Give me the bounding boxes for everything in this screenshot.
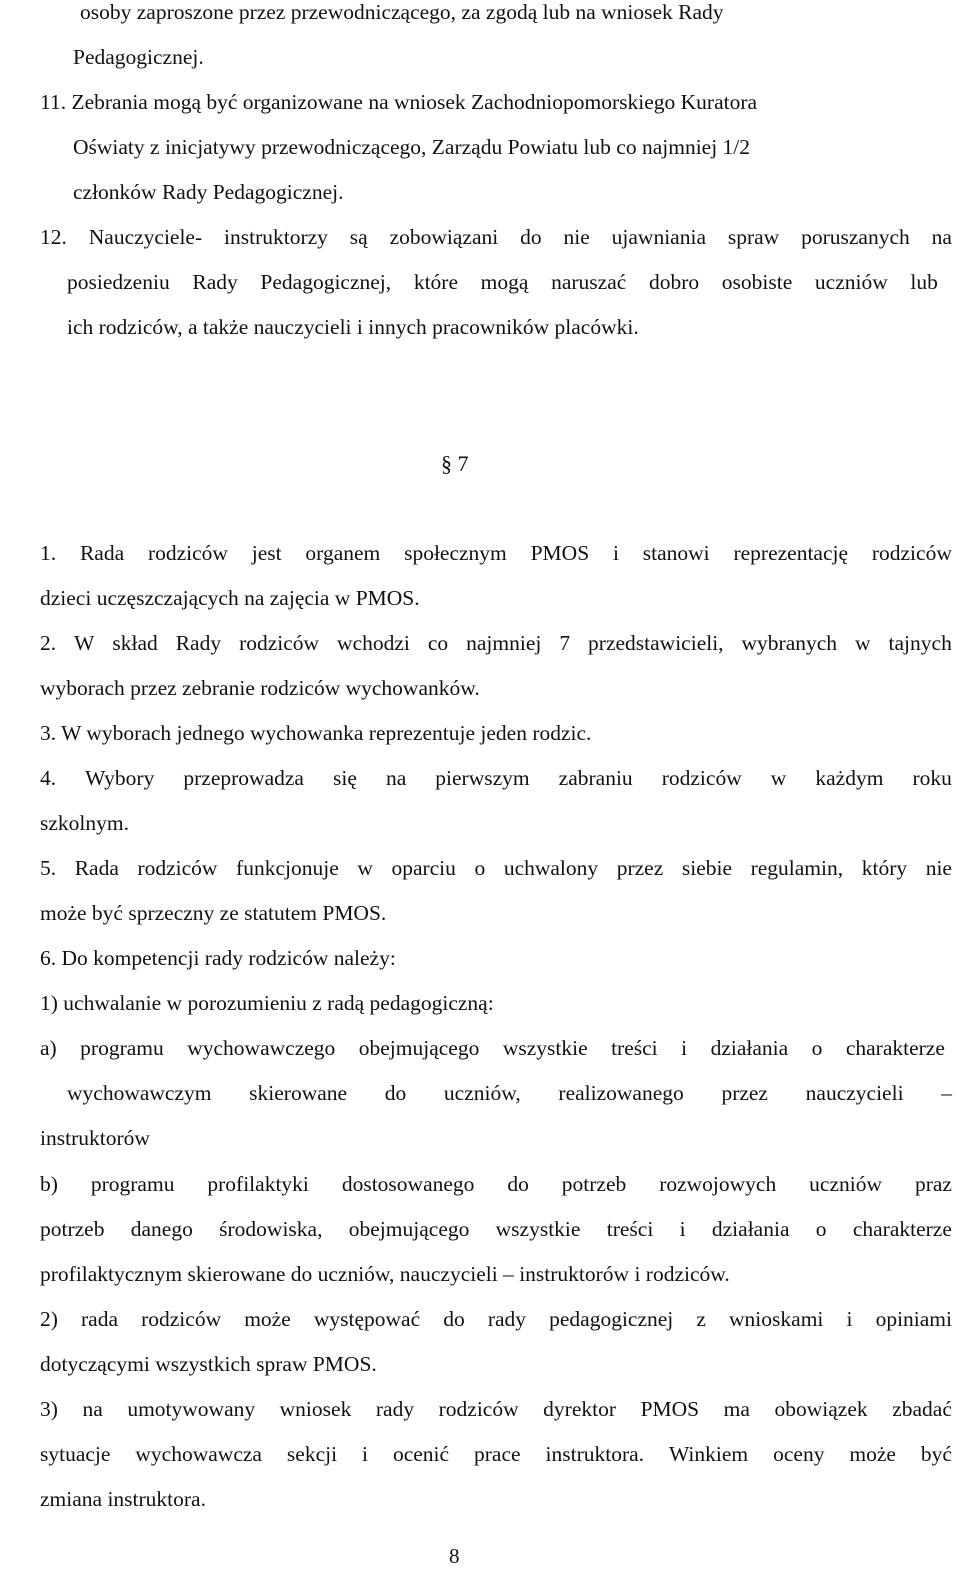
word: może bbox=[849, 1442, 896, 1466]
word: co bbox=[427, 631, 449, 655]
word: przez bbox=[721, 1081, 768, 1105]
word: dyrektor bbox=[543, 1397, 617, 1421]
text-line: 3. W wyborach jednego wychowanka reprezentuje jeden rodzic. bbox=[40, 721, 592, 745]
text-line bbox=[40, 1309, 952, 1331]
word: reprezentację bbox=[733, 541, 849, 565]
text-line bbox=[67, 1083, 952, 1105]
word: lub bbox=[910, 270, 938, 294]
word: przeprowadza bbox=[183, 766, 304, 790]
word: wszystkie bbox=[495, 1217, 581, 1241]
word: rady bbox=[487, 1307, 527, 1331]
word: stanowi bbox=[642, 541, 710, 565]
word: umotywowany bbox=[127, 1397, 256, 1421]
word: wszystkie bbox=[502, 1036, 588, 1060]
text-line: może być sprzeczny ze statutem PMOS. bbox=[40, 901, 387, 925]
word: b) bbox=[40, 1172, 58, 1196]
text-line: członków Rady Pedagogicznej. bbox=[73, 180, 344, 204]
text-line: dotyczącymi wszystkich spraw PMOS. bbox=[40, 1352, 377, 1376]
word: na bbox=[82, 1397, 103, 1421]
word: 2. bbox=[40, 631, 57, 655]
word: być bbox=[920, 1442, 952, 1466]
word: ocenić bbox=[392, 1442, 450, 1466]
word: wchodzi bbox=[337, 631, 410, 655]
word: o bbox=[811, 1036, 823, 1060]
word: 7 bbox=[559, 631, 571, 655]
word: na bbox=[385, 766, 407, 790]
word: wybranych bbox=[741, 631, 838, 655]
word: Rady bbox=[192, 270, 238, 294]
text-line: 1) uchwalanie w porozumieniu z radą pedagogiczną: bbox=[40, 991, 494, 1015]
word: treści bbox=[606, 1217, 654, 1241]
word: wychowawczym bbox=[67, 1081, 212, 1105]
word: i bbox=[612, 541, 619, 565]
word: występować bbox=[313, 1307, 421, 1331]
text-line bbox=[40, 633, 952, 655]
section-symbol: § bbox=[441, 451, 452, 476]
word: może bbox=[244, 1307, 291, 1331]
word: profilaktyki bbox=[207, 1172, 309, 1196]
word: funkcjonuje bbox=[236, 856, 339, 880]
word: do bbox=[384, 1081, 407, 1105]
word: środowiska, bbox=[219, 1217, 323, 1241]
text-line: ich rodziców, a także nauczycieli i innych pracowników placówki. bbox=[67, 315, 639, 339]
word: zobowiązani bbox=[389, 225, 499, 249]
word: mogą bbox=[480, 270, 529, 294]
text-line bbox=[40, 543, 952, 565]
word: roku bbox=[912, 766, 952, 790]
word: charakterze bbox=[845, 1036, 945, 1060]
text-line: dzieci uczęszczających na zajęcia w PMOS. bbox=[40, 586, 420, 610]
text-line: Pedagogicznej. bbox=[73, 45, 204, 69]
word: rodziców bbox=[438, 1397, 519, 1421]
word: posiedzeniu bbox=[67, 270, 170, 294]
word: na bbox=[931, 225, 952, 249]
word: są bbox=[349, 225, 368, 249]
word: do bbox=[520, 225, 542, 249]
word: oparciu bbox=[391, 856, 456, 880]
text-line bbox=[40, 1038, 945, 1060]
word: Rada bbox=[74, 856, 119, 880]
word: do bbox=[443, 1307, 465, 1331]
text-line bbox=[67, 272, 938, 294]
word: osobiste bbox=[721, 270, 793, 294]
word: instruktorzy bbox=[224, 225, 328, 249]
word: PMOS bbox=[640, 1397, 700, 1421]
word: uczniów bbox=[809, 1172, 883, 1196]
word: Pedagogicznej, bbox=[260, 270, 392, 294]
word: naruszać bbox=[551, 270, 627, 294]
word: rodziców bbox=[871, 541, 952, 565]
word: o bbox=[474, 856, 486, 880]
word: opiniami bbox=[875, 1307, 952, 1331]
word: rodziców bbox=[661, 766, 742, 790]
word: nie bbox=[563, 225, 590, 249]
word: nauczycieli bbox=[805, 1081, 904, 1105]
word: Nauczyciele- bbox=[88, 225, 203, 249]
word: działania bbox=[710, 1036, 789, 1060]
text-line bbox=[40, 1219, 952, 1241]
text-line: zmiana instruktora. bbox=[40, 1487, 206, 1511]
word: 2) bbox=[40, 1307, 58, 1331]
word: 1. bbox=[40, 541, 57, 565]
word: skierowane bbox=[249, 1081, 348, 1105]
text-line: wyborach przez zebranie rodziców wychowanków. bbox=[40, 676, 480, 700]
word: treści bbox=[611, 1036, 658, 1060]
word: w bbox=[855, 631, 871, 655]
word: skład bbox=[112, 631, 158, 655]
word: ujawniania bbox=[611, 225, 706, 249]
word: w bbox=[357, 856, 373, 880]
word: organem bbox=[305, 541, 381, 565]
word: zbadać bbox=[892, 1397, 952, 1421]
word: rozwojowych bbox=[659, 1172, 777, 1196]
word: rodziców bbox=[137, 856, 218, 880]
word: obejmującego bbox=[348, 1217, 470, 1241]
word: PMOS bbox=[530, 541, 590, 565]
word: i bbox=[846, 1307, 853, 1331]
text-line bbox=[40, 858, 952, 880]
word: sytuacje bbox=[40, 1442, 111, 1466]
section-number: 7 bbox=[457, 451, 469, 476]
section-heading bbox=[441, 453, 469, 475]
word: każdym bbox=[815, 766, 884, 790]
word: oceny bbox=[773, 1442, 825, 1466]
text-line: osoby zaproszone przez przewodniczącego, za zgodą lub na wniosek Rady bbox=[80, 0, 724, 24]
word: rada bbox=[81, 1307, 119, 1331]
word: rodziców bbox=[141, 1307, 222, 1331]
text-line bbox=[40, 1444, 952, 1466]
word: poruszanych bbox=[801, 225, 910, 249]
word: prace bbox=[474, 1442, 521, 1466]
word: Rada bbox=[79, 541, 125, 565]
word: który bbox=[861, 856, 908, 880]
word: tajnych bbox=[888, 631, 952, 655]
word: nie bbox=[925, 856, 952, 880]
word: obejmującego bbox=[358, 1036, 480, 1060]
word: które bbox=[413, 270, 458, 294]
word: przez bbox=[616, 856, 664, 880]
word: programu bbox=[90, 1172, 175, 1196]
word: Winkiem bbox=[669, 1442, 749, 1466]
word: instruktora. bbox=[545, 1442, 645, 1466]
word: charakterze bbox=[852, 1217, 952, 1241]
word: praz bbox=[914, 1172, 952, 1196]
word: i bbox=[681, 1036, 688, 1060]
word: programu bbox=[80, 1036, 164, 1060]
text-line: szkolnym. bbox=[40, 811, 129, 835]
word: rodziców bbox=[147, 541, 228, 565]
word: 12. bbox=[40, 225, 67, 249]
word: do bbox=[507, 1172, 529, 1196]
word: zabraniu bbox=[558, 766, 633, 790]
text-line bbox=[40, 1399, 952, 1421]
word: się bbox=[333, 766, 357, 790]
word: i bbox=[362, 1442, 368, 1466]
text-line: Oświaty z inicjatywy przewodniczącego, Zarządu Powiatu lub co najmniej 1/2 bbox=[73, 135, 751, 159]
text-line: 11. Zebrania mogą być organizowane na wniosek Zachodniopomorskiego Kuratora bbox=[40, 90, 758, 114]
word: i bbox=[679, 1217, 686, 1241]
text-line: profilaktycznym skierowane do uczniów, nauczycieli – instruktorów i rodziców. bbox=[40, 1262, 730, 1286]
word: wychowawcza bbox=[135, 1442, 262, 1466]
word: siebie bbox=[681, 856, 733, 880]
word: ma bbox=[723, 1397, 750, 1421]
word: rodziców bbox=[239, 631, 320, 655]
text-line bbox=[40, 227, 952, 249]
word: o bbox=[815, 1217, 827, 1241]
word: – bbox=[941, 1081, 952, 1105]
word: wniosek bbox=[279, 1397, 352, 1421]
text-line: instruktorów bbox=[40, 1126, 150, 1150]
word: społecznym bbox=[404, 541, 507, 565]
word: spraw bbox=[727, 225, 780, 249]
word: 5. bbox=[40, 856, 57, 880]
word: a) bbox=[40, 1036, 57, 1060]
word: działania bbox=[711, 1217, 790, 1241]
word: Rady bbox=[175, 631, 222, 655]
word: realizowanego bbox=[558, 1081, 684, 1105]
word: 3) bbox=[40, 1397, 58, 1421]
word: wychowawczego bbox=[187, 1036, 336, 1060]
word: uczniów, bbox=[443, 1081, 521, 1105]
word: w bbox=[770, 766, 787, 790]
word: potrzeb bbox=[561, 1172, 627, 1196]
word: W bbox=[74, 631, 95, 655]
word: jest bbox=[251, 541, 282, 565]
word: pierwszym bbox=[435, 766, 530, 790]
word: z bbox=[696, 1307, 706, 1331]
word: sekcji bbox=[286, 1442, 338, 1466]
word: dobro bbox=[648, 270, 700, 294]
word: potrzeb bbox=[40, 1217, 105, 1241]
text-line bbox=[40, 1174, 952, 1196]
word: pedagogicznej bbox=[549, 1307, 674, 1331]
word: rady bbox=[375, 1397, 415, 1421]
word: danego bbox=[130, 1217, 193, 1241]
word: przedstawicieli, bbox=[588, 631, 724, 655]
word: dostosowanego bbox=[341, 1172, 475, 1196]
text-line: 6. Do kompetencji rady rodziców należy: bbox=[40, 946, 396, 970]
word: 4. bbox=[40, 766, 57, 790]
word: regulamin, bbox=[750, 856, 844, 880]
word: najmniej bbox=[466, 631, 542, 655]
word: Wybory bbox=[85, 766, 155, 790]
page-number: 8 bbox=[449, 1544, 460, 1568]
word: wnioskami bbox=[729, 1307, 824, 1331]
text-line bbox=[40, 768, 952, 790]
word: obowiązek bbox=[774, 1397, 868, 1421]
word: uchwalony bbox=[503, 856, 599, 880]
word: uczniów bbox=[814, 270, 888, 294]
